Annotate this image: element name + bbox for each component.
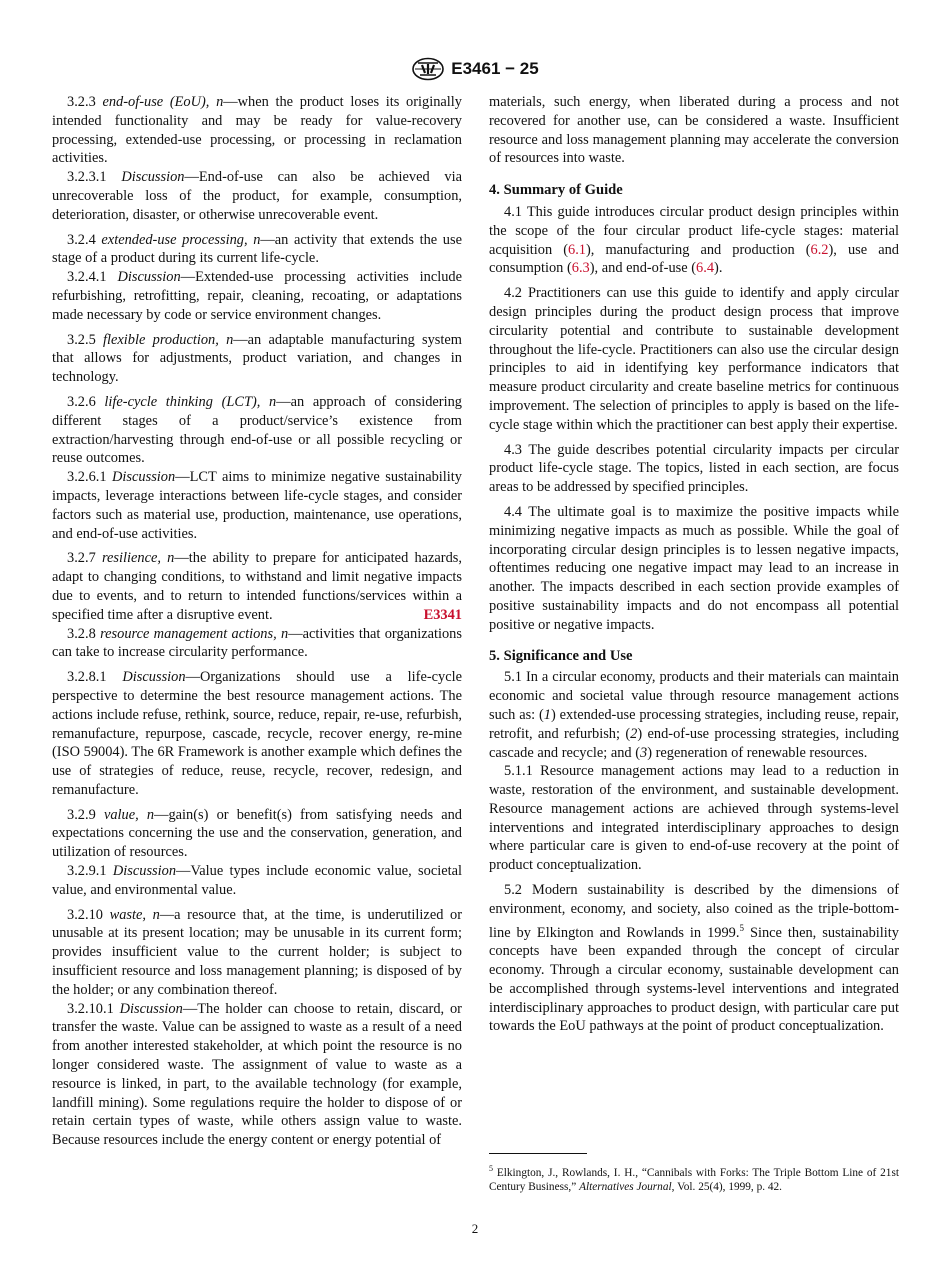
term: life-cycle thinking (LCT), n: [104, 393, 277, 410]
term: Discussion: [112, 863, 177, 880]
definition-3-2-6-1: [52, 468, 462, 543]
paragraph-4-3: 4.3 The guide describes potential circularity impacts per circular product life-cycle stage. The topics, listed in each section, are focus areas to be addressed by specified principles.: [489, 441, 899, 496]
paragraph-4-2: 4.2 Practitioners can use this guide to identify and apply circular design principles during the product design process that improve circularity potential and contribute to sustainable development throughout the life-cycle. Practitioners can also use the circular design principles to aid in identifying key performance indicators that measure product circularity and create baseline metrics for continuous improvement. The selection of principles to apply is based on the life-cycle stage within which the practitioner can best apply their expertise.: [489, 285, 899, 433]
paragraph-5-2: 5.2 Modern sustainability is described by the dimensions of environment, economy, and society, also coined as the triple-bottom-line by Elkington and Rowlands in 1999.$^5$ Since then, sustainability concepts have been expanded through the concept of circular economy. Through a circular economy, sustainable development can be accomplished through systems-level interventions and integrated interdisciplinary approaches to product design, with particular care put towards the EoU pathways at the point of product conceptualization.: [489, 882, 899, 1035]
definition-3-2-9: [52, 806, 462, 862]
clause-number: 3.2.9: [67, 806, 96, 823]
section-ref-6-3[interactable]: 6.3: [571, 260, 590, 277]
footnote-mark: 5: [739, 922, 744, 933]
definition-text: —LCT aims to minimize negative sustainability impacts, leverage interactions between life-cycle stages, and consider factors such as material use, production, maintenance, use operations, and end-of-use activities.: [52, 469, 462, 542]
definition-text: —an adaptable manufacturing system that allows for adjustments, product variation, and changes in technology.: [52, 331, 462, 386]
left-column: [52, 93, 462, 1150]
section-ref-6-1[interactable]: 6.1: [568, 241, 587, 258]
definition-3-2-7: [52, 549, 462, 624]
term: end-of-use (EoU), n: [102, 94, 224, 110]
term: Discussion: [121, 169, 185, 186]
definition-text: —End-of-use can also be achieved via unrecoverable loss of the product, for example, consumption, deterioration, disaster, or otherwise unrecoverable event.: [52, 169, 462, 223]
clause-number: 3.2.6: [67, 393, 96, 410]
clause-number: 3.2.10.1: [67, 1000, 114, 1017]
definition-3-2-10-1: [52, 1000, 462, 1150]
section-ref-6-2[interactable]: 6.2: [810, 241, 829, 258]
clause-number: 3.2.3.1: [67, 169, 107, 186]
term: Discussion: [122, 669, 186, 686]
definition-3-2-3-1: [52, 168, 462, 224]
paragraph-4-4: 4.4 The ultimate goal is to maximize the positive impacts while minimizing negative impacts as much as possible. While the goal of incorporating circular design principles is to lessen negative impacts, oftentimes reducing one negative impact may lead to an increase in another. The impacts described in each section provide examples of positive sustainability impacts and do not encompass all potential positive or negative impacts.: [489, 503, 899, 633]
definition-text: —an activity that extends the use stage of a product during its current life-cycle.: [52, 231, 462, 267]
definition-text: —The holder can choose to retain, discard, or transfer the waste. Value can be assigned to waste as a result of a need from another interested stakeholder, at which point the resource is no longer considered waste. The assignment of value to waste as a resource is linked, in part, to the available technology (for example, landfill mining). Some regulations require the holder to dispose of or retain certain types of waste, while others assign value to waste. Because resources include the energy content or energy potential of: [52, 1000, 462, 1149]
section-ref-6-4[interactable]: 6.4: [696, 260, 715, 277]
clause-number: 3.2.8: [67, 625, 96, 642]
clause-number: 3.2.4.1: [67, 269, 107, 286]
definition-3-2-10: [52, 906, 462, 1000]
section-4-heading: 4. Summary of Guide: [489, 182, 623, 199]
definition-3-2-9-1: [52, 862, 462, 900]
clause-number: 3.2.6.1: [67, 469, 107, 486]
term: extended-use processing, n: [101, 231, 261, 248]
definition-text: —Organizations should use a life-cycle perspective to determine the best resource management actions. The actions include refuse, rethink, source, reduce, repair, re-use, refurbish, remanufacture, repurpose, cascade, recycle, recover energy, re-mine (ISO 59004). The 6R Framework is another example which defines the use of strategies of reduce, reuse, recycle, recover, redesign, and remanufacture.: [52, 669, 462, 798]
page-number: 2: [471, 1221, 479, 1236]
clause-number: 3.2.4: [67, 231, 96, 248]
definition-text: —gain(s) or benefit(s) from satisfying needs and expectations concerning the use and the conservation, generation, and utilization of resources.: [52, 806, 462, 861]
definition-3-2-4: [52, 231, 462, 269]
term: resource management actions, n: [100, 625, 289, 642]
term: Discussion: [112, 469, 176, 486]
definition-3-2-8: [52, 625, 462, 663]
definition-text: —Extended-use processing activities include refurbishing, retrofitting, repair, cleaning, recoating, or adaptations made necessary by code or service environment changes.: [52, 269, 462, 323]
definition-text: —when the product loses its originally intended functionality and may be ready for value-recovery processing, extended-use processing, or processing in reclamation activities.: [52, 94, 462, 167]
definition-text: —an approach of considering different stages of a product/service’s existence from extraction/harvesting through end-of-use or all possible recycling or reuse outcomes.: [52, 393, 462, 467]
right-column: [489, 93, 899, 1036]
paragraph-4-1: 4.1 This guide introduces circular product design principles within the scope of the four circular product life-cycle stages: material acquisition (6.1), manufacturing and production (6.2), use and consumption (6.3), and end-of-use (6.4).: [489, 203, 899, 277]
definition-3-2-3: [52, 93, 462, 168]
term: flexible production, n: [103, 331, 234, 348]
definition-text: —a resource that, at the time, is underutilized or unusable at its present location; may be unusable in its current form; provides insufficient value to the current holder; is subject to insufficient resource and loss management planning; is disposed of by the holder; or any combination thereof.: [52, 906, 462, 998]
footnote-divider: [489, 1153, 587, 1154]
astm-logo-icon: [411, 57, 445, 81]
clause-number: 3.2.10: [67, 906, 103, 923]
footnote-5: $^5$ Elkington, J., Rowlands, I. H., “Cannibals with Forks: The Triple Bottom Line of 21st Century Business,” Alternatives Journal, Vol. 25(4), 1999, p. 42.: [489, 1164, 899, 1194]
term: waste, n: [109, 906, 160, 923]
definition-3-2-6: [52, 393, 462, 468]
term: Discussion: [119, 1000, 183, 1017]
paragraph-continuation: materials, such energy, when liberated during a process and not recovered for another use, can be considered a waste. Insufficient resource and loss management planning may accelerate the conversion of resources into waste.: [489, 94, 899, 167]
section-5-heading: 5. Significance and Use: [489, 647, 633, 664]
definition-3-2-4-1: [52, 268, 462, 324]
definition-3-2-5: [52, 331, 462, 387]
clause-number: 3.2.3: [67, 94, 96, 110]
clause-number: 3.2.7: [67, 550, 96, 567]
definition-text: —the ability to prepare for anticipated hazards, adapt to changing conditions, to withstand and limit negative impacts due to events, and to return to intended functions/services within a specified time after a disruptive event.: [52, 550, 462, 623]
paragraph-5-1: 5.1 In a circular economy, products and their materials can maintain economic and societal value through resource management actions such as: (1) extended-use processing strategies, including reuse, repair, retrofit, and refurbish; (2) end-of-use processing strategies, including cascade and recycle; and (3) regeneration of renewable resources.: [489, 669, 899, 761]
clause-number: 3.2.8.1: [67, 669, 107, 686]
term: value, n: [103, 806, 155, 823]
paragraph-5-1-1: 5.1.1 Resource management actions may lead to a reduction in waste, restoration of the environment, and sustainable development. Resource management actions are achieved through systems-level interventions and integrated interdisciplinary approaches to design where particular care is given to end-of-use recovery at the point of product conceptualization.: [489, 763, 899, 874]
standard-ref-link[interactable]: E3341: [423, 606, 462, 623]
clause-number: 3.2.5: [67, 331, 96, 348]
clause-number: 3.2.9.1: [67, 863, 107, 880]
standard-designation: E3461 − 25: [451, 59, 539, 78]
term: Discussion: [117, 269, 181, 286]
definition-3-2-8-1: [52, 668, 462, 800]
definition-text: —Value types include economic value, societal value, and environmental value.: [52, 863, 462, 898]
term: resilience, n: [101, 550, 175, 567]
page-header: [0, 56, 950, 82]
definition-text: —activities that organizations can take to increase circularity performance.: [52, 625, 462, 661]
